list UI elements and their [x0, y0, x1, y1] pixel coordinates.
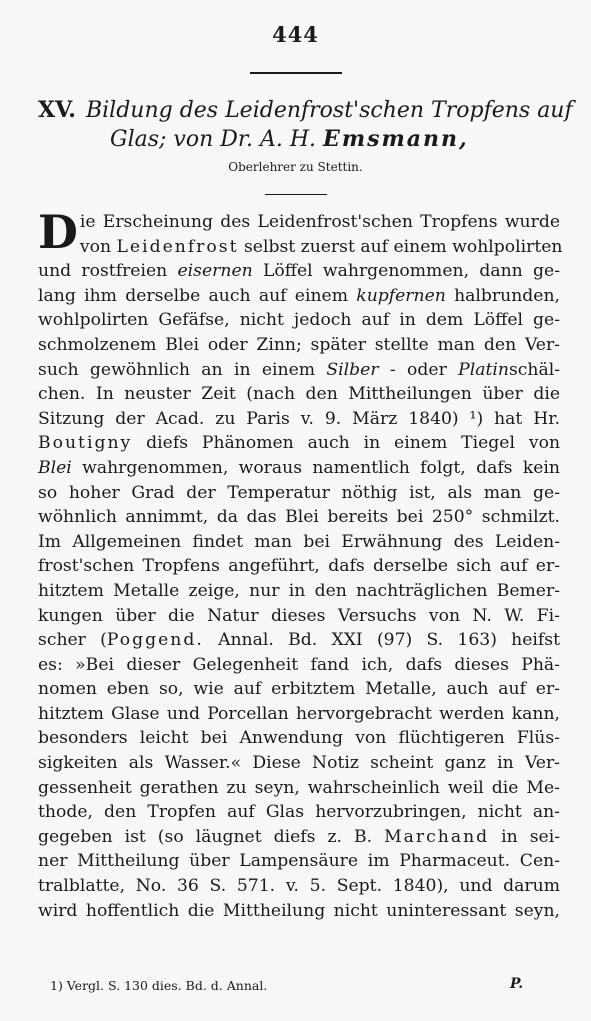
italic-term: kupfernen	[356, 285, 446, 306]
text-line: es: »Bei dieser Gelegenheit fand ich, dafs dieses Phä-	[38, 654, 560, 675]
text-span: lang ihm derselbe auch auf einem	[38, 285, 348, 306]
text-span: such gewöhnlich an in einem	[38, 359, 316, 380]
text-line: kungen über die Natur dieses Versuchs von N. W. Fi-	[38, 605, 560, 626]
text-line: ner Mittheilung über Lampensäure im Pharmaceut. Cen-	[38, 851, 560, 872]
top-rule	[250, 72, 342, 74]
text-span: von	[79, 236, 112, 257]
text-span: gegeben ist (so läugnet diefs z. B.	[38, 826, 373, 847]
title-line-2	[38, 125, 568, 154]
title-line-1	[38, 96, 573, 125]
footnote-signature: P.	[510, 976, 524, 992]
text-line: hitztem Glase und Porcellan hervorgebracht werden kann,	[38, 703, 560, 724]
page-number: 444	[272, 22, 319, 47]
text-span: - oder	[389, 359, 447, 380]
text-line: gessenheit gerathen zu seyn, wahrscheinlich weil die Me-	[38, 777, 560, 798]
spaced-name: Marchand	[384, 826, 490, 847]
text-line	[38, 456, 560, 481]
text-line: Im Allgemeinen findet man bei Erwähnung des Leiden-	[38, 531, 560, 552]
text-line: wohlpolirten Gefäfse, nicht jedoch auf in dem Löffel ge-	[38, 310, 560, 331]
text-line: Sitzung der Acad. zu Paris v. 9. März 1840) ¹) hat Hr.	[38, 408, 560, 429]
author-name: Emsmann,	[323, 126, 469, 152]
text-span: und rostfreien	[38, 261, 168, 282]
text-span: schäl-	[508, 359, 561, 380]
article-title	[38, 96, 573, 154]
text-span: Annal. Bd. XXI (97) S. 163) heifst	[218, 630, 560, 651]
text-span: diefs Phänomen auch in einem Tiegel von	[146, 433, 561, 454]
title-text-1: Bildung des Leidenfrost'schen Tropfens auf	[85, 98, 573, 123]
italic-term: Silber	[326, 359, 379, 380]
text-span: in sei-	[501, 826, 561, 847]
text-line	[38, 284, 560, 309]
body-text	[38, 205, 563, 923]
text-line	[38, 358, 560, 383]
text-line	[38, 431, 560, 456]
text-line: wird hoffentlich die Mittheilung nicht uninteressant seyn,	[38, 900, 560, 921]
text-span: halbrunden,	[454, 285, 560, 306]
text-line: wöhnlich annimmt, da das Blei bereits bei 250° schmilzt.	[38, 507, 560, 528]
title-text-2: Glas; von Dr. A. H.	[110, 127, 317, 152]
text-line: so hoher Grad der Temperatur nöthig ist, als man ge-	[38, 482, 560, 503]
text-line	[38, 628, 560, 653]
drop-cap: D	[38, 205, 78, 259]
footnote: 1) Vergl. S. 130 dies. Bd. d. Annal.	[50, 978, 268, 993]
text-line	[38, 235, 563, 260]
title-rule	[265, 194, 327, 195]
text-line: schmolzenem Blei oder Zinn; später stellte man den Ver-	[38, 334, 560, 355]
italic-term: Blei	[38, 457, 72, 478]
text-line: nomen eben so, wie auf erbitztem Metalle, auch auf er-	[38, 679, 560, 700]
text-line: frost'schen Tropfens angeführt, dafs derselbe sich auf er-	[38, 556, 560, 577]
italic-term: eisernen	[177, 261, 253, 282]
text-line: sigkeiten als Wasser.« Diese Notiz scheint ganz in Ver-	[38, 753, 560, 774]
text-line	[38, 259, 560, 284]
text-span: wahrgenommen, woraus namentlich folgt, dafs kein	[82, 457, 560, 478]
spaced-name: Leidenfrost	[116, 236, 239, 257]
text-line	[38, 825, 560, 850]
text-line: besonders leicht bei Anwendung von flüchtigeren Flüs-	[38, 728, 560, 749]
italic-term: Platin	[458, 359, 509, 380]
text-span: scher (	[38, 630, 107, 651]
spaced-name: Poggend.	[106, 630, 204, 651]
article-number: XV.	[38, 97, 76, 123]
text-span: ie Erscheinung des Leidenfrost'schen Tropfens wurde	[79, 212, 560, 232]
spaced-name: Boutigny	[38, 433, 133, 454]
text-span: Löffel wahrgenommen, dann ge-	[263, 261, 561, 282]
text-line: tralblatte, No. 36 S. 571. v. 5. Sept. 1840), und darum	[38, 876, 560, 897]
text-span: selbst zuerst auf einem wohlpolirten	[243, 236, 563, 257]
text-line: thode, den Tropfen auf Glas hervorzubringen, nicht an-	[38, 802, 560, 823]
author-affiliation: Oberlehrer zu Stettin.	[228, 160, 363, 174]
text-line: chen. In neuster Zeit (nach den Mittheilungen über die	[38, 384, 560, 405]
text-line: hitztem Metalle zeige, nur in den nachträglichen Bemer-	[38, 580, 560, 601]
